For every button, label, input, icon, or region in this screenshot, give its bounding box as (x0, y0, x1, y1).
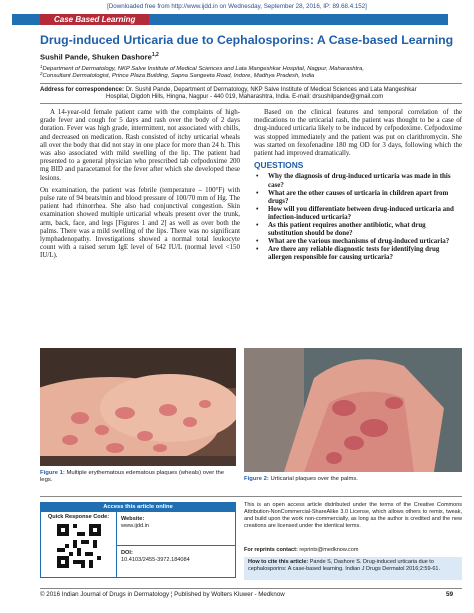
footer-copyright: © 2016 Indian Journal of Drugs in Dermatology ¦ Published by Wolters Kluwer - Medknow (40, 591, 285, 598)
reprints-line: For reprints contact: reprints@medknow.com (244, 547, 359, 553)
reprints-email[interactable]: reprints@medknow.com (299, 547, 359, 553)
question-item: • Are there any reliable diagnostic tests for identifying drug allergen responsible for causing urticaria? (256, 245, 440, 262)
question-item: • Why the diagnosis of drug-induced urticaria was made in this case? (256, 172, 451, 189)
question-item: • What are the other causes of urticaria in children apart from drugs? (256, 188, 449, 205)
access-box (40, 502, 236, 578)
case-paragraph-3: Based on the clinical features and temporal correlation of the medications to the urticarial rash, the patient was thought to be a case of drug-induced urticaria likely to be induced by cefpodoxime. Cefpodoxime was stopped immediately and the patient was put on clarithromycin. She was started on fexofenadine 180 mg OD for 3 days, following which the patient had improved dramatically. (254, 108, 462, 158)
figures-divider (40, 496, 462, 497)
case-paragraph-1: A 14-year-old female patient came with the complaints of high-grade fever and cough for 5 days and rash over the body of 2 days duration. Fever was high grade, intermittent, not associated with chills, and decreased on medication. Rash consisted of itchy urticarial wheals all over the body that did not stay in one place for more than 24 h. This was also associated with mild swelling of the lip. The patient had presented to a general physician who prescribed tab cefpodoxime 200 mg BID and paracetamol for the fever after which she developed these lesions. (40, 108, 240, 182)
website-cell (117, 512, 236, 546)
correspondence-text-2: Hospital, Digdoh Hills, Hingna, Nagpur - 440 019, Maharashtra, India. E-mail: drsushilpande@gmail.com (106, 94, 384, 101)
doi-cell (117, 546, 236, 578)
download-banner: [Downloaded free from http://www.ijdd.in on Wednesday, September 28, 2016, IP: 89.68.4.152] (107, 3, 367, 10)
question-item: • What are the various mechanisms of drug-induced urticaria? (256, 237, 450, 246)
figure-1-caption: Figure 1: Multiple erythematous edematous plaques (wheals) over the legs. (40, 470, 225, 483)
author-list: Sushil Pande, Shuken Dashore$^{1,2}$ (40, 52, 159, 62)
article-title: Drug-induced Urticaria due to Cephalosporins: A Case-based Learning (40, 33, 454, 47)
affiliation-1: $^1$Department of Dermatology, NKP Salve Institute of Medical Sciences and Lata Mangeshkar Hospital, Nagpur, Maharashtra, (40, 64, 365, 72)
figure-1-image (40, 348, 236, 466)
qr-label: Quick Response Code: (47, 514, 110, 520)
footer-divider (40, 588, 462, 589)
author-names: Sushil Pande, Shuken Dashore (40, 52, 152, 62)
case-paragraph-2: On examination, the patient was febrile (temperature – 100°F) with pulse rate of 94 beats/min and blood pressure of 100/70 mm of Hg. The patient had rhinorrhea. She also had conjunctival congestion. Skin examination showed multiple urticarial wheals present over the trunk, arm, back, face, and legs [Figures 1 and 2] as well as over both the palms. There was a mild swelling of the lips. There was no significant lymphadenopathy. Investigations showed a normal total leukocyte count with a raised serum IgE level of 642 IU/L (normal level <150 IU/L). (40, 185, 240, 260)
question-item: • How will you differentiate between drug-induced urticaria and infection-induced urticaria? (256, 204, 454, 221)
figure-2-caption: Figure 2: Urticarial plaques over the palms. (244, 476, 358, 482)
correspondence-block (40, 83, 462, 102)
license-text: This is an open access article distributed under the terms of the Creative Commons Attribution-NonCommercial-ShareAlike 3.0 License, which allows others to remix, tweak, and build upon the work non-commercially, as long as the author is credited and the new creations are licensed under the identical terms. (244, 502, 462, 529)
section-label: Case Based Learning (40, 14, 149, 25)
doi-label: DOI: (121, 550, 133, 556)
question-item: • As this patient requires another antibiotic, what drug substitution should be done? (256, 220, 426, 238)
citation-box: How to cite this article: Pande S, Dashore S. Drug-induced urticaria due to cephalosporins: A case-based learning. Indian J Drugs Dermatol 2016;2:59-61. (244, 557, 462, 580)
affiliation-2: $^2$Consultant Dermatologist, Prince Plaza Building, Sapna Sangeeta Road, Indore, Madhya Pradesh, India (40, 71, 315, 79)
website-link[interactable]: www.ijdd.in (121, 523, 149, 529)
correspondence-label: Address for correspondence: (40, 87, 125, 93)
questions-list (254, 172, 462, 261)
correspondence-text-1: Dr. Sushil Pande, Department of Dermatology, NKP Salve Institute of Medical Sciences and Lata Mangeshkar (125, 87, 417, 93)
header-divider (40, 103, 462, 104)
qr-cell (41, 512, 117, 578)
qr-code-icon[interactable] (57, 524, 101, 573)
access-header: Access this article online (41, 503, 235, 512)
right-column (254, 108, 462, 261)
website-label: Website: (121, 516, 145, 522)
doi-value[interactable]: 10.4103/2455-3972.184084 (121, 557, 190, 563)
left-column (40, 108, 240, 264)
questions-heading: QUESTIONS (254, 160, 304, 171)
page-number: 59 (446, 591, 454, 598)
figure-2-image (244, 348, 462, 472)
